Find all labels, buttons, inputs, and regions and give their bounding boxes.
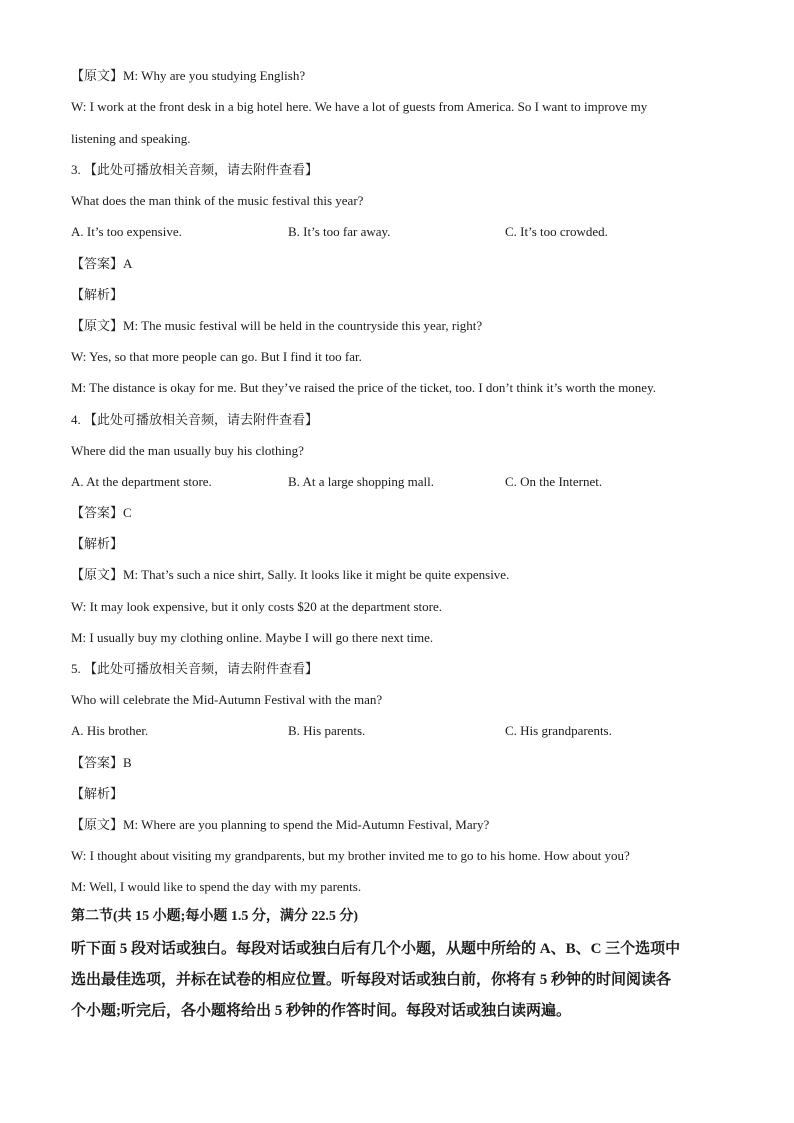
q4-answer: 【答案】C xyxy=(71,505,132,520)
q4-transcript-2: W: It may look expensive, but it only costs $20 at the department store. xyxy=(71,599,443,614)
q3-transcript-3: M: The distance is okay for me. But they’ve raised the price of the ticket, too. I don’t think it’s worth the money. xyxy=(71,380,656,395)
q3-option-a: A. It’s too expensive. xyxy=(71,224,182,239)
q2-transcript-w-line1: W: I work at the front desk in a big hotel here. We have a lot of guests from America. So I want to improve my xyxy=(71,99,648,114)
q5-analysis: 【解析】 xyxy=(71,786,124,801)
section2-title: 第二节(共 15 小题;每小题 1.5 分，满分 22.5 分) xyxy=(71,909,358,924)
q5-transcript-3: M: Well, I would like to spend the day with my parents. xyxy=(71,879,362,894)
q2-transcript-w-line2: listening and speaking. xyxy=(71,131,191,146)
q4-header: 4. 【此处可播放相关音频，请去附件查看】 xyxy=(71,412,319,427)
q4-option-c: C. On the Internet. xyxy=(505,474,603,489)
q4-question: Where did the man usually buy his clothing? xyxy=(71,443,304,458)
section2-instructions-line1: 听下面 5 段对话或独白。每段对话或独白后有几个小题，从题中所给的 A、B、C 三个选项中 xyxy=(71,941,681,957)
q3-transcript-2: W: Yes, so that more people can go. But I find it too far. xyxy=(71,349,362,364)
q4-transcript-3: M: I usually buy my clothing online. Maybe I will go there next time. xyxy=(71,630,434,645)
q5-option-c: C. His grandparents. xyxy=(505,723,612,738)
q5-answer: 【答案】B xyxy=(71,755,132,770)
q3-question: What does the man think of the music festival this year? xyxy=(71,193,364,208)
q3-analysis: 【解析】 xyxy=(71,287,124,302)
q3-answer: 【答案】A xyxy=(71,256,133,271)
section2-instructions-line2: 选出最佳选项，并标在试卷的相应位置。听每段对话或独白前，你将有 5 秒钟的时间阅读各 xyxy=(71,972,672,988)
q4-option-b: B. At a large shopping mall. xyxy=(288,474,434,489)
q5-option-b: B. His parents. xyxy=(288,723,366,738)
q5-transcript-2: W: I thought about visiting my grandparents, but my brother invited me to go to his home. How about you? xyxy=(71,848,630,863)
q5-question: Who will celebrate the Mid-Autumn Festival with the man? xyxy=(71,692,383,707)
q4-option-a: A. At the department store. xyxy=(71,474,212,489)
q4-analysis: 【解析】 xyxy=(71,536,124,551)
q2-transcript-m: 【原文】M: Why are you studying English? xyxy=(71,68,306,83)
q5-option-a: A. His brother. xyxy=(71,723,149,738)
q5-transcript-1: 【原文】M: Where are you planning to spend the Mid-Autumn Festival, Mary? xyxy=(71,817,490,832)
q3-header: 3. 【此处可播放相关音频，请去附件查看】 xyxy=(71,162,319,177)
q3-option-c: C. It’s too crowded. xyxy=(505,224,608,239)
section2-instructions-line3: 个小题;听完后，各小题将给出 5 秒钟的作答时间。每段对话或独白读两遍。 xyxy=(71,1003,571,1019)
q4-transcript-1: 【原文】M: That’s such a nice shirt, Sally. It looks like it might be quite expensive. xyxy=(71,567,510,582)
q5-header: 5. 【此处可播放相关音频，请去附件查看】 xyxy=(71,661,319,676)
q3-option-b: B. It’s too far away. xyxy=(288,224,391,239)
q3-transcript-1: 【原文】M: The music festival will be held in the countryside this year, right? xyxy=(71,318,483,333)
